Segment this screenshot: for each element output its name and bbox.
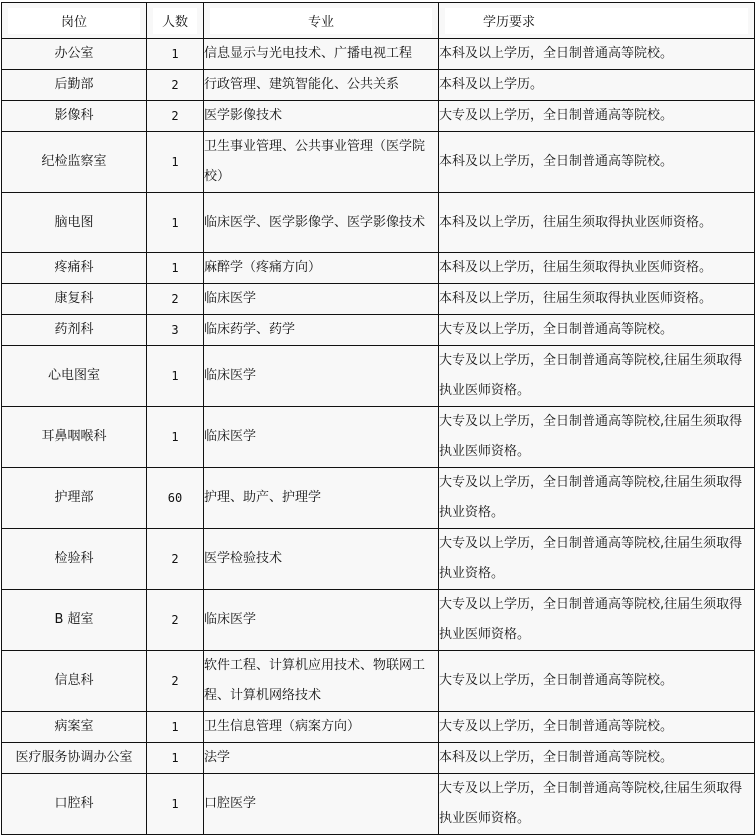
cell-education: 本科及以上学历，全日制普通高等院校。 <box>439 39 755 70</box>
cell-post: 后勤部 <box>2 70 147 101</box>
cell-major: 信息显示与光电技术、广播电视工程 <box>204 39 439 70</box>
cell-major: 临床医学 <box>204 590 439 651</box>
table-row <box>2 743 755 774</box>
table-row <box>2 101 755 132</box>
cell-post: 检验科 <box>2 529 147 590</box>
table-row <box>2 70 755 101</box>
cell-major: 临床医学 <box>204 407 439 468</box>
cell-major: 医学影像技术 <box>204 101 439 132</box>
table-row <box>2 651 755 712</box>
cell-education: 大专及以上学历，全日制普通高等院校,往届生须取得执业医师资格。 <box>439 590 755 651</box>
table-row <box>2 39 755 70</box>
cell-count: 2 <box>147 284 204 315</box>
cell-count: 3 <box>147 315 204 346</box>
table-row <box>2 712 755 743</box>
cell-post: 信息科 <box>2 651 147 712</box>
cell-education: 大专及以上学历，全日制普通高等院校,往届生须取得执业资格。 <box>439 529 755 590</box>
cell-post: 耳鼻咽喉科 <box>2 407 147 468</box>
cell-major: 卫生事业管理、公共事业管理（医学院校） <box>204 132 439 193</box>
cell-education: 大专及以上学历，全日制普通高等院校,往届生须取得执业资格。 <box>439 468 755 529</box>
cell-post: B 超室 <box>2 590 147 651</box>
cell-major: 临床药学、药学 <box>204 315 439 346</box>
cell-count: 1 <box>147 253 204 284</box>
table-row <box>2 284 755 315</box>
cell-education: 本科及以上学历，往届生须取得执业医师资格。 <box>439 253 755 284</box>
table-row <box>2 407 755 468</box>
table-row <box>2 774 755 835</box>
cell-education: 本科及以上学历，全日制普通高等院校。 <box>439 132 755 193</box>
cell-count: 2 <box>147 651 204 712</box>
cell-education: 大专及以上学历，全日制普通高等院校。 <box>439 712 755 743</box>
cell-major: 卫生信息管理（病案方向） <box>204 712 439 743</box>
cell-education: 本科及以上学历，往届生须取得执业医师资格。 <box>439 284 755 315</box>
cell-major: 行政管理、建筑智能化、公共关系 <box>204 70 439 101</box>
table-row <box>2 253 755 284</box>
table-header-row <box>2 3 755 39</box>
cell-post: 康复科 <box>2 284 147 315</box>
cell-post: 护理部 <box>2 468 147 529</box>
cell-education: 大专及以上学历，全日制普通高等院校。 <box>439 101 755 132</box>
cell-education: 大专及以上学历，全日制普通高等院校,往届生须取得执业医师资格。 <box>439 407 755 468</box>
cell-education: 本科及以上学历，全日制普通高等院校。 <box>439 743 755 774</box>
cell-post: 药剂科 <box>2 315 147 346</box>
header-count: 人数 <box>147 3 204 39</box>
header-major: 专业 <box>204 3 439 39</box>
cell-count: 1 <box>147 346 204 407</box>
cell-post: 口腔科 <box>2 774 147 835</box>
cell-count: 2 <box>147 70 204 101</box>
cell-education: 本科及以上学历。 <box>439 70 755 101</box>
cell-post: 办公室 <box>2 39 147 70</box>
cell-post: 病案室 <box>2 712 147 743</box>
cell-major: 临床医学 <box>204 346 439 407</box>
cell-major: 临床医学、医学影像学、医学影像技术 <box>204 193 439 253</box>
cell-major: 临床医学 <box>204 284 439 315</box>
table-row <box>2 193 755 253</box>
cell-count: 1 <box>147 39 204 70</box>
table-row <box>2 315 755 346</box>
cell-post: 心电图室 <box>2 346 147 407</box>
cell-major: 护理、助产、护理学 <box>204 468 439 529</box>
table-row <box>2 590 755 651</box>
cell-education: 大专及以上学历，全日制普通高等院校。 <box>439 651 755 712</box>
cell-post: 脑电图 <box>2 193 147 253</box>
header-education: 学历要求 <box>439 3 755 39</box>
cell-count: 1 <box>147 712 204 743</box>
table-row <box>2 468 755 529</box>
cell-count: 1 <box>147 132 204 193</box>
cell-count: 2 <box>147 590 204 651</box>
cell-post: 医疗服务协调办公室 <box>2 743 147 774</box>
header-post: 岗位 <box>2 3 147 39</box>
cell-major: 软件工程、计算机应用技术、物联网工程、计算机网络技术 <box>204 651 439 712</box>
table-row <box>2 346 755 407</box>
cell-major: 麻醉学（疼痛方向） <box>204 253 439 284</box>
cell-count: 2 <box>147 529 204 590</box>
cell-post: 纪检监察室 <box>2 132 147 193</box>
cell-education: 大专及以上学历，全日制普通高等院校。 <box>439 315 755 346</box>
cell-count: 1 <box>147 774 204 835</box>
cell-post: 疼痛科 <box>2 253 147 284</box>
cell-post: 影像科 <box>2 101 147 132</box>
cell-education: 大专及以上学历，全日制普通高等院校,往届生须取得执业医师资格。 <box>439 346 755 407</box>
cell-count: 1 <box>147 743 204 774</box>
cell-count: 2 <box>147 101 204 132</box>
cell-major: 法学 <box>204 743 439 774</box>
recruitment-table <box>1 2 755 835</box>
table-row <box>2 132 755 193</box>
cell-count: 1 <box>147 193 204 253</box>
table-row <box>2 529 755 590</box>
cell-major: 口腔医学 <box>204 774 439 835</box>
cell-education: 大专及以上学历，全日制普通高等院校,往届生须取得执业医师资格。 <box>439 774 755 835</box>
cell-education: 本科及以上学历，往届生须取得执业医师资格。 <box>439 193 755 253</box>
cell-major: 医学检验技术 <box>204 529 439 590</box>
cell-count: 60 <box>147 468 204 529</box>
cell-count: 1 <box>147 407 204 468</box>
